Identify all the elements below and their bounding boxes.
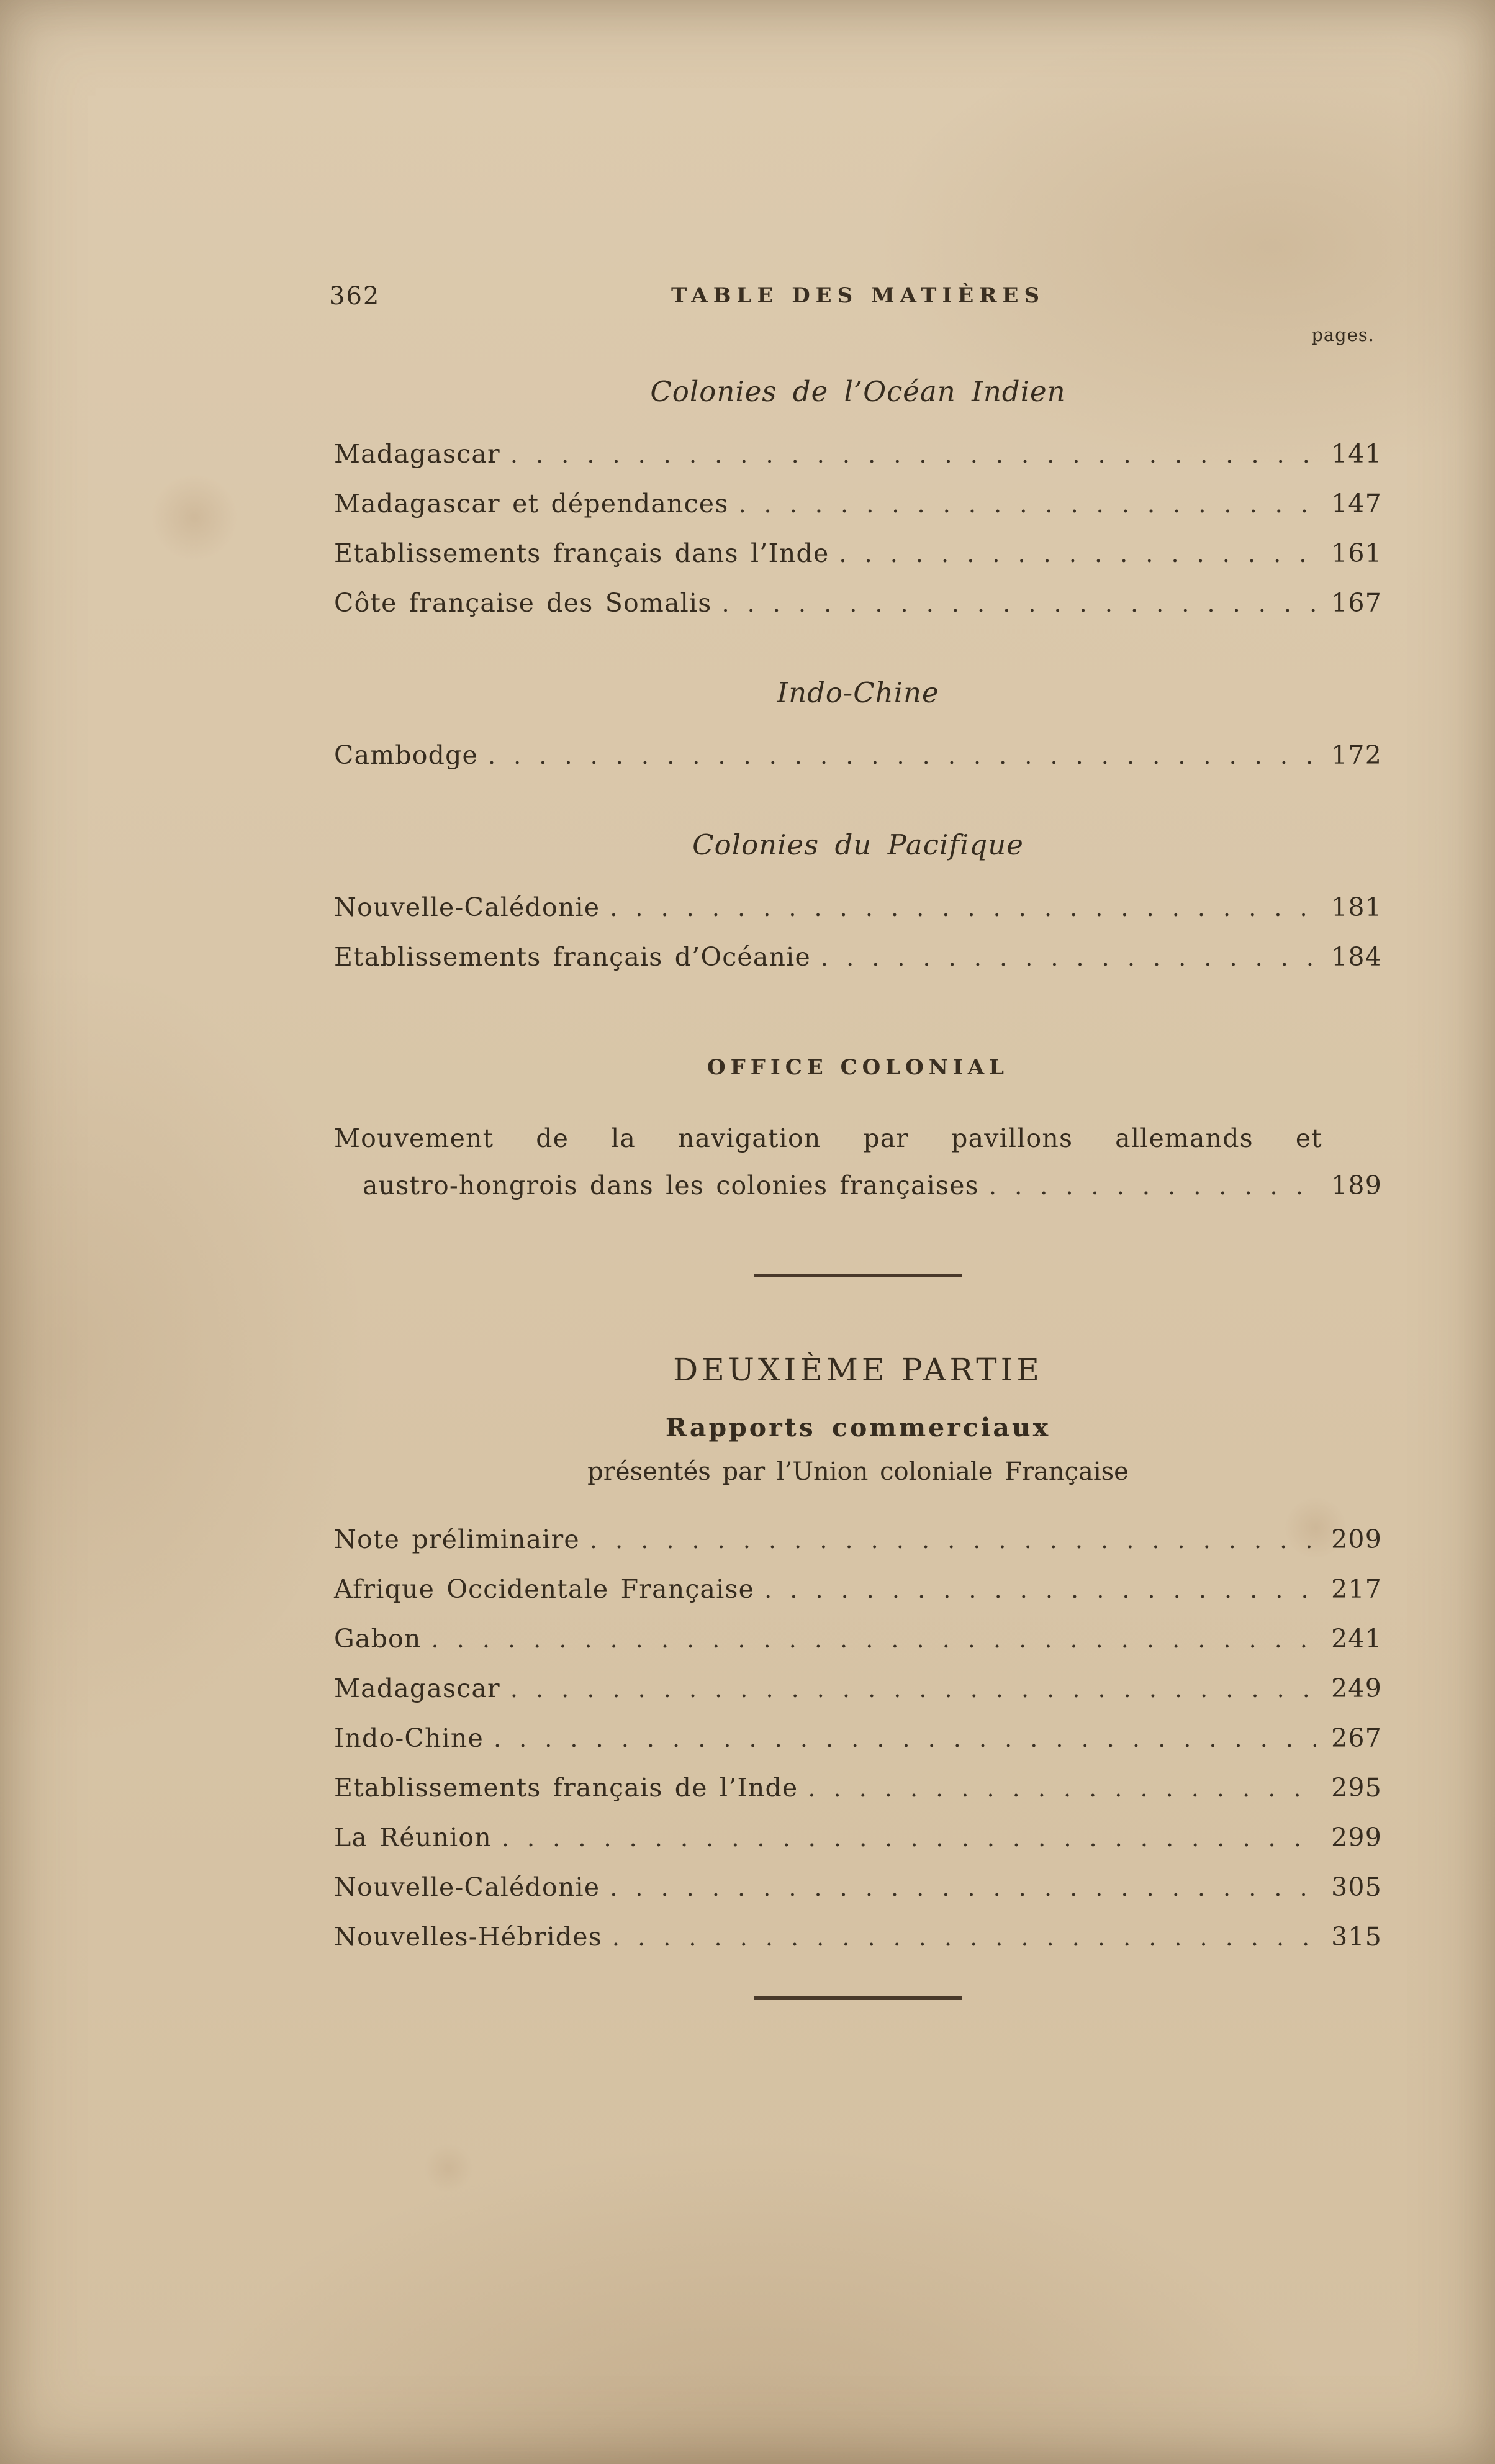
dot-leader [989, 1162, 1316, 1210]
part-subtitle: Rapports commerciaux [665, 1413, 1051, 1443]
dot-leader [590, 1515, 1316, 1565]
toc-entry [334, 479, 1382, 528]
toc-entry-page: 141 [1331, 439, 1382, 469]
toc-entry [334, 429, 1382, 479]
toc-entry-page: 167 [1331, 588, 1382, 618]
word: de [536, 1123, 569, 1153]
toc-entry-page: 267 [1331, 1723, 1382, 1753]
dot-leader [610, 882, 1316, 933]
dot-leader [510, 429, 1316, 479]
toc-entry-title: Note préliminaire [334, 1524, 580, 1554]
toc-entry [334, 1813, 1382, 1862]
toc-entry-page: 249 [1331, 1674, 1382, 1703]
dot-leader [839, 528, 1316, 579]
toc-entry [334, 528, 1382, 578]
toc-entry-group [334, 429, 1382, 628]
toc-entry-title: Madagascar [334, 1674, 500, 1703]
toc-entry-group [334, 882, 1382, 982]
dot-leader [510, 1664, 1316, 1714]
toc-entry [334, 1515, 1382, 1564]
toc-entry-title: La Réunion [334, 1823, 492, 1852]
dot-leader [738, 479, 1316, 529]
toc-entry-title: Etablissements français d’Océanie [334, 942, 811, 972]
toc-entry [334, 932, 1382, 982]
divider-rule [754, 1996, 962, 2000]
toc-entry-title: Etablissements français dans l’Inde [334, 538, 829, 568]
toc-entry-page: 189 [1331, 1171, 1382, 1200]
toc-entry [334, 730, 1382, 780]
dot-leader [494, 1713, 1316, 1764]
toc-entry [334, 1763, 1382, 1813]
dot-leader [821, 932, 1316, 982]
toc-entry-group [334, 1515, 1382, 1962]
toc-entry-title: Madagascar [334, 439, 500, 469]
toc-entry-page: 209 [1331, 1524, 1382, 1554]
folio-page-number: 362 [329, 282, 381, 310]
part-presented-by: présentés par l’Union coloniale Française [587, 1457, 1129, 1486]
dot-leader [502, 1813, 1316, 1863]
toc-entry-title: Nouvelle-Calédonie [334, 1872, 600, 1902]
dot-leader [721, 578, 1316, 628]
toc-entry-page: 217 [1331, 1574, 1382, 1604]
toc-entry-multiline [334, 1115, 1382, 1210]
dot-leader [764, 1564, 1316, 1615]
part-title: DEUXIÈME PARTIE [673, 1352, 1043, 1388]
toc-entry [334, 1862, 1382, 1912]
toc-entry-title: Côte française des Somalis [334, 588, 712, 618]
toc-entry-title-line1 [334, 1115, 1322, 1162]
divider-rule [754, 1274, 962, 1277]
section-heading: Indo-Chine [777, 676, 939, 709]
toc-entry-title: Etablissements français de l’Inde [334, 1773, 798, 1803]
toc-entry-page: 184 [1331, 942, 1382, 972]
dot-leader [612, 1912, 1316, 1962]
toc-entry [334, 1912, 1382, 1962]
section-heading: Colonies du Pacifique [692, 828, 1024, 861]
toc-entry-title-line2: austro-hongrois dans les colonies françaises [363, 1171, 979, 1200]
dot-leader [808, 1763, 1316, 1813]
toc-entry-title: Cambodge [334, 740, 478, 770]
toc-entry-group [334, 730, 1382, 780]
toc-entry [334, 882, 1382, 932]
toc-entry-page: 241 [1331, 1624, 1382, 1654]
toc-entry [334, 578, 1382, 628]
toc-entry-page: 305 [1331, 1872, 1382, 1902]
toc-entry-title-line2-row [334, 1162, 1382, 1210]
page-title: TABLE DES MATIÈRES [671, 283, 1045, 308]
toc-entry-title: Gabon [334, 1624, 422, 1654]
toc-entry-page: 172 [1331, 740, 1382, 770]
toc-entry-title: Indo-Chine [334, 1723, 484, 1753]
pages-column-label: pages. [1311, 324, 1375, 345]
toc-entry-page: 161 [1331, 538, 1382, 568]
word: Mouvement [334, 1123, 494, 1153]
toc-entry-page: 295 [1331, 1773, 1382, 1803]
toc-entry-title: Nouvelles-Hébrides [334, 1922, 602, 1952]
dot-leader [488, 730, 1316, 781]
word: et [1295, 1123, 1322, 1153]
dot-leader [431, 1614, 1316, 1664]
word: la [611, 1123, 636, 1153]
toc-entry-page: 315 [1331, 1922, 1382, 1952]
toc-entry [334, 1664, 1382, 1713]
toc-entry [334, 1614, 1382, 1664]
toc-entry-title: Madagascar et dépendances [334, 489, 729, 519]
section-heading: Colonies de l’Océan Indien [650, 375, 1066, 408]
word: par [863, 1123, 910, 1153]
word: allemands [1115, 1123, 1253, 1153]
toc-content [329, 278, 1382, 2000]
toc-entry-page: 299 [1331, 1823, 1382, 1852]
toc-entry-title: Nouvelle-Calédonie [334, 892, 600, 922]
toc-entry-page: 181 [1331, 892, 1382, 922]
word: navigation [677, 1123, 821, 1153]
toc-entry [334, 1713, 1382, 1763]
running-head [329, 278, 1382, 310]
section-heading-office-colonial: OFFICE COLONIAL [707, 1055, 1009, 1080]
toc-entry-title: Afrique Occidentale Française [334, 1574, 755, 1604]
toc-entry [334, 1564, 1382, 1614]
toc-entry-page: 147 [1331, 489, 1382, 519]
word: pavillons [951, 1123, 1073, 1153]
dot-leader [610, 1862, 1316, 1913]
